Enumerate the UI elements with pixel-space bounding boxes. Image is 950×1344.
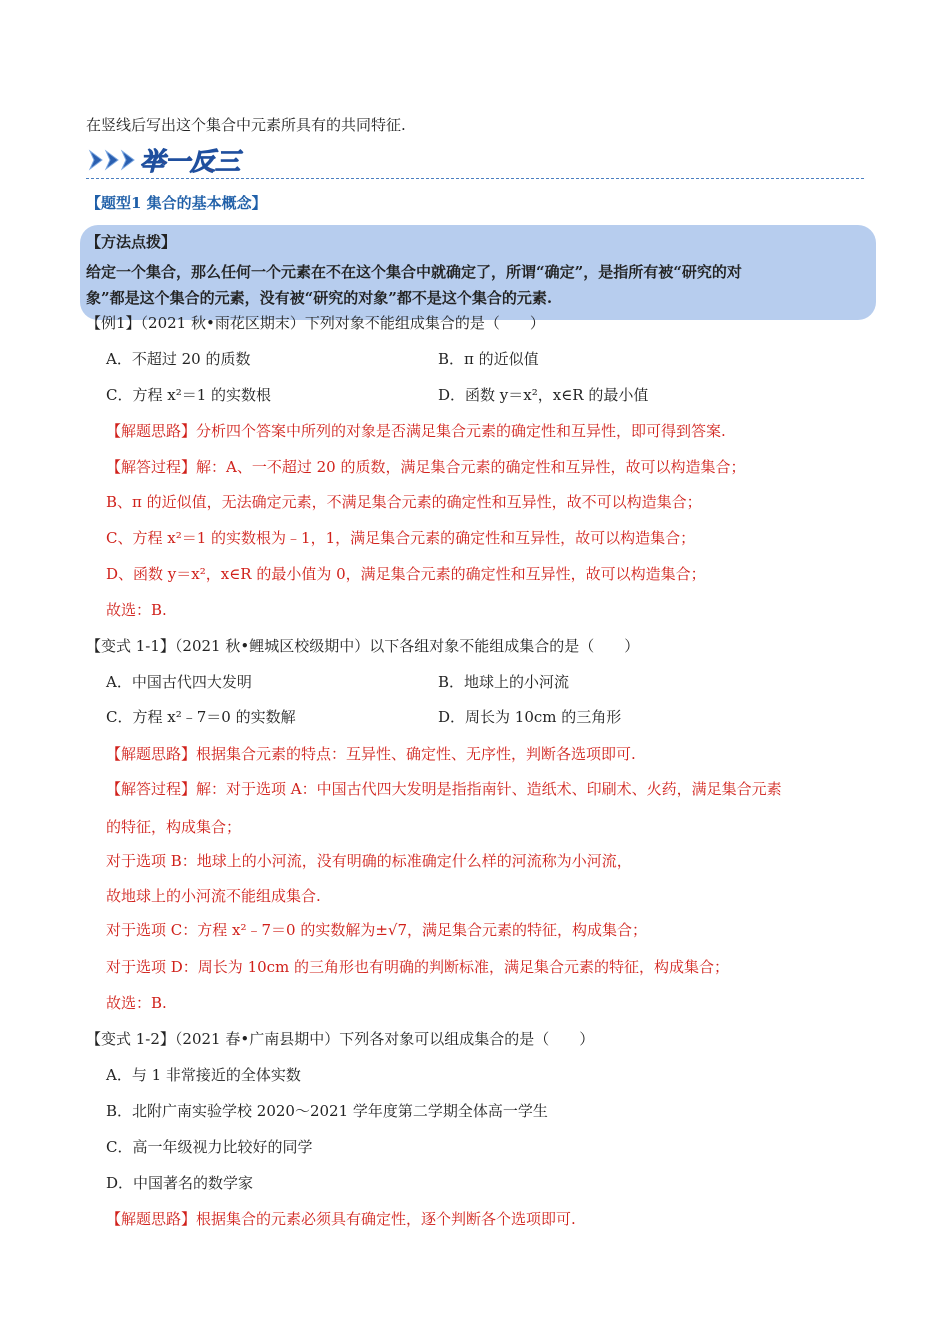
ex1-solution-1: 【解答过程】解：A、一不超过 20 的质数，满足集合元素的确定性和互异性，故可以构造集合； <box>106 458 746 476</box>
v11-solution-1: 【解答过程】解：对于选项 A：中国古代四大发明是指指南针、造纸术、印刷术、火药，满足集合元素 <box>106 780 782 798</box>
v11-question: 【变式 1-1】（2021 秋•鲤城区校级期中）以下各组对象不能组成集合的是（ ） <box>86 637 640 655</box>
v12-option-c: C．高一年级视力比较好的同学 <box>106 1138 313 1156</box>
v12-option-a: A．与 1 非常接近的全体实数 <box>106 1066 301 1084</box>
v11-solution-4: 对于选项 D：周长为 10cm 的三角形也有明确的判断标准，满足集合元素的特征，构成集合； <box>106 958 730 976</box>
ex1-question: 【例1】（2021 秋•雨花区期末）下列对象不能组成集合的是（ ） <box>86 314 545 332</box>
divider <box>86 178 864 179</box>
method-line-2: 象”都是这个集合的元素，没有被“研究的对象”都不是这个集合的元素. <box>86 289 553 307</box>
banner-arrows-icon <box>90 151 134 169</box>
v11-option-d: D．周长为 10cm 的三角形 <box>438 708 622 726</box>
banner-title: 举一反三 <box>140 147 241 176</box>
v11-solution-3: 对于选项 C：方程 x²﹣7＝0 的实数解为±√7，满足集合元素的特征，构成集合； <box>106 921 648 939</box>
topic-title: 【题型1 集合的基本概念】 <box>86 194 267 212</box>
v12-option-d: D．中国著名的数学家 <box>106 1174 254 1192</box>
ex1-solution-3: C、方程 x²＝1 的实数根为﹣1，1，满足集合元素的确定性和互异性，故可以构造集合； <box>106 529 696 547</box>
ex1-option-d: D．函数 y＝x²，x∈R 的最小值 <box>438 386 649 404</box>
v11-solution-2: 对于选项 B：地球上的小河流，没有明确的标准确定什么样的河流称为小河流， <box>106 852 632 870</box>
v11-idea: 【解题思路】根据集合元素的特点：互异性、确定性、无序性，判断各选项即可. <box>106 745 636 763</box>
v12-idea: 【解题思路】根据集合的元素必须具有确定性，逐个判断各个选项即可. <box>106 1210 576 1228</box>
banner-logo <box>86 141 346 179</box>
v12-question: 【变式 1-2】（2021 春•广南县期中）下列各对象可以组成集合的是（ ） <box>86 1030 595 1048</box>
ex1-option-c: C．方程 x²＝1 的实数根 <box>106 386 272 404</box>
v11-solution-1b: 的特征，构成集合； <box>106 818 242 836</box>
ex1-option-a: A．不超过 20 的质数 <box>106 350 251 368</box>
v11-option-b: B．地球上的小河流 <box>438 673 570 691</box>
v11-option-c: C．方程 x²﹣7＝0 的实数解 <box>106 708 296 726</box>
method-line-1: 给定一个集合，那么任何一个元素在不在这个集合中就确定了，所谓“确定”，是指所有被“研究的对 <box>86 263 742 281</box>
v11-option-a: A．中国古代四大发明 <box>106 673 252 691</box>
ex1-solution-2: B、π 的近似值，无法确定元素，不满足集合元素的确定性和互异性，故不可以构造集合； <box>106 493 702 511</box>
v11-answer: 故选：B. <box>106 994 167 1012</box>
ex1-answer: 故选：B. <box>106 601 167 619</box>
method-title: 【方法点拨】 <box>86 233 177 251</box>
ex1-option-b: B．π 的近似值 <box>438 350 539 368</box>
v12-option-b: B．北附广南实验学校 2020～2021 学年度第二学期全体高一学生 <box>106 1102 548 1120</box>
intro-text: 在竖线后写出这个集合中元素所具有的共同特征. <box>86 116 406 134</box>
v11-solution-2b: 故地球上的小河流不能组成集合. <box>106 887 321 905</box>
ex1-solution-4: D、函数 y＝x²，x∈R 的最小值为 0，满足集合元素的确定性和互异性，故可以构造集合； <box>106 565 706 583</box>
ex1-idea: 【解题思路】分析四个答案中所列的对象是否满足集合元素的确定性和互异性，即可得到答案. <box>106 422 726 440</box>
